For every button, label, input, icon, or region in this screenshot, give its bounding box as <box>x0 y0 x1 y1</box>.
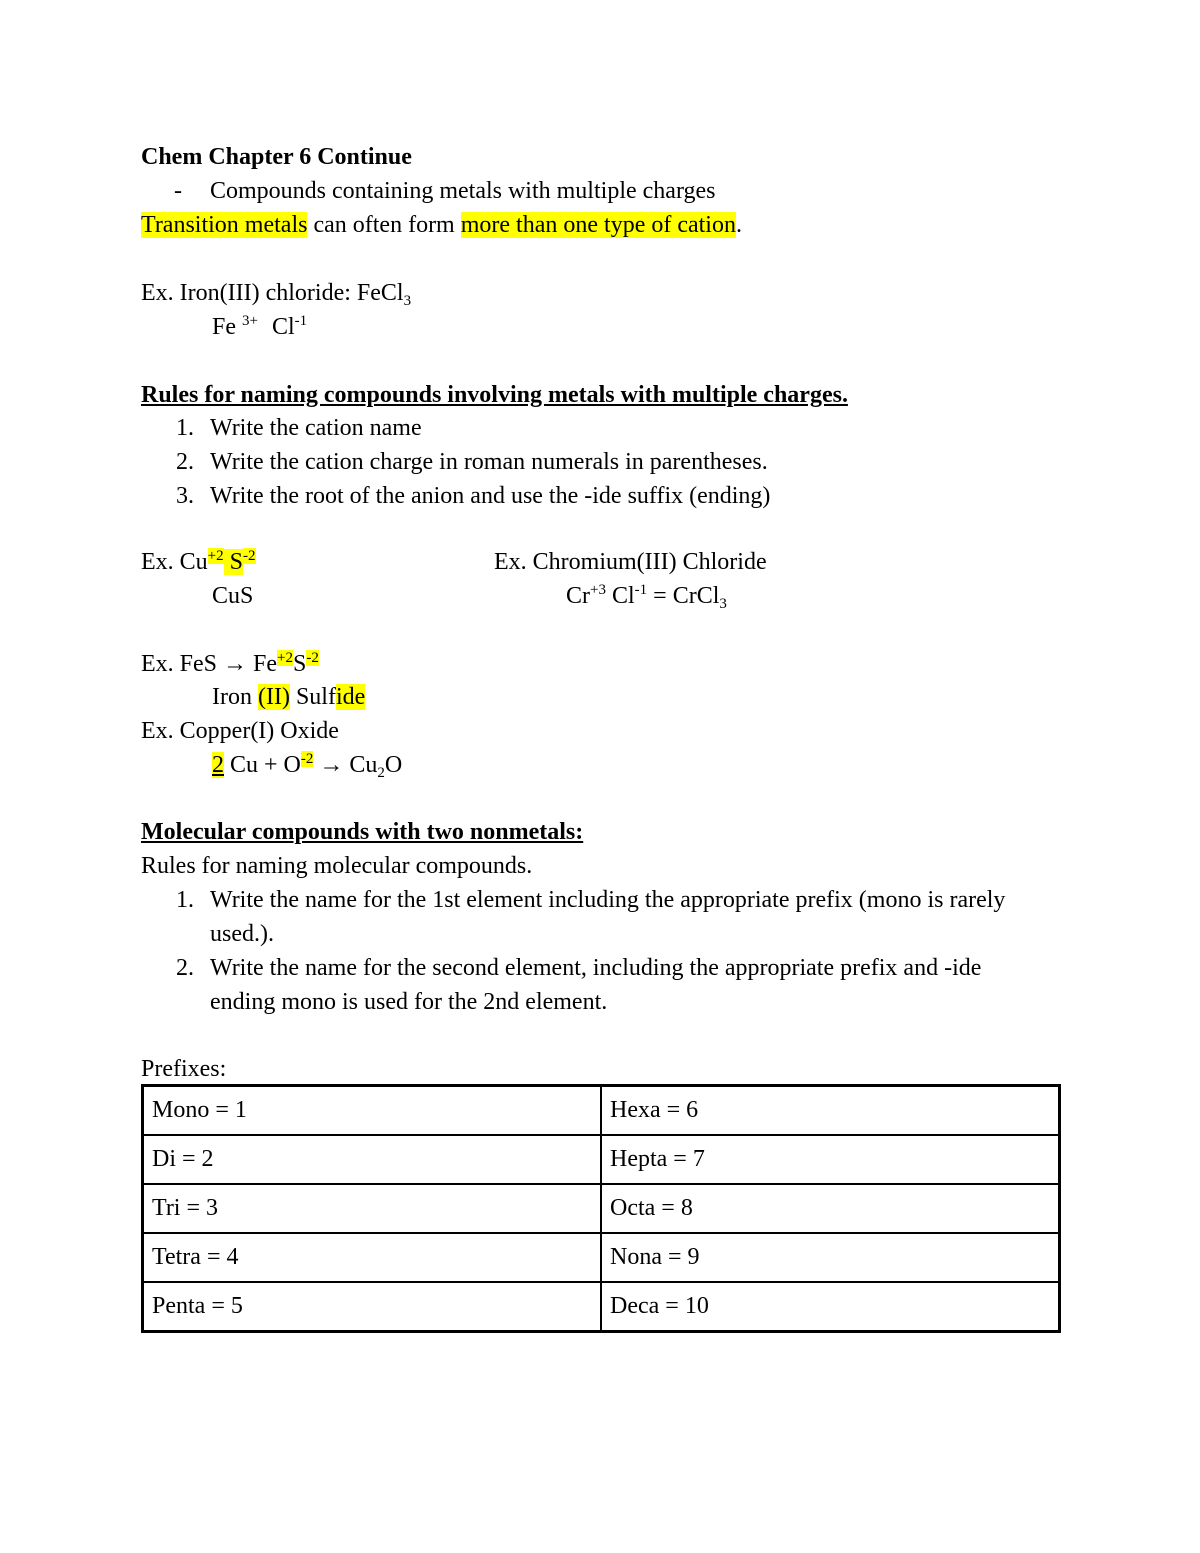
table-row <box>143 1086 1060 1136</box>
example-text: Ex. FeS → Fe <box>141 651 278 677</box>
example-text: Ex. Iron(III) chloride: FeCl <box>141 280 404 306</box>
bullet-text: Compounds containing metals with multiple charges <box>210 178 716 204</box>
rule-item <box>176 481 770 511</box>
prefix-table <box>141 1084 1061 1333</box>
rules-heading: Rules for naming compounds involving metals with multiple charges. <box>141 382 848 408</box>
intro-text: can often form <box>307 212 461 238</box>
mol-rule-item <box>176 953 981 983</box>
table-cell: Nona = 9 <box>601 1233 1060 1282</box>
charge-superscript: -1 <box>634 582 648 598</box>
highlight-cation-types: more than one type of cation <box>460 212 736 238</box>
ion-s: S <box>223 549 243 575</box>
page-title: Chem Chapter 6 Continue <box>141 144 412 170</box>
molecular-intro: Rules for naming molecular compounds. <box>141 853 533 879</box>
example-text: Ex. Cu <box>141 549 208 575</box>
charge-superscript: -1 <box>294 313 308 329</box>
formula-result: = CrCl <box>647 583 720 609</box>
example-cus-result: CuS <box>212 583 254 609</box>
table-row <box>143 1184 1060 1233</box>
highlight-roman-numeral: (II) <box>257 684 290 710</box>
charge-superscript: +2 <box>277 650 293 666</box>
rule-text: Write the name for the second element, including the appropriate prefix and -ide <box>210 955 982 981</box>
charge-superscript: 3+ <box>242 313 258 329</box>
ion-cr: Cr <box>566 583 590 609</box>
table-cell: Di = 2 <box>143 1135 602 1184</box>
ion-fe: Fe <box>212 314 242 340</box>
rule-number: 2. <box>176 449 194 475</box>
highlight-suffix: ide <box>335 684 366 710</box>
example-cus <box>141 547 256 577</box>
table-row <box>143 1282 1060 1332</box>
subscript: 2 <box>377 765 385 781</box>
intro-period: . <box>735 212 742 238</box>
rule-number: 2. <box>176 955 194 981</box>
equation-arrow: → Cu <box>313 752 378 778</box>
charge-superscript: -2 <box>243 548 256 564</box>
table-row <box>143 1233 1060 1282</box>
example-iron-ions <box>212 312 307 342</box>
rule-number: 1. <box>176 415 194 441</box>
table-cell: Hepta = 7 <box>601 1135 1060 1184</box>
table-cell: Tetra = 4 <box>143 1233 602 1282</box>
name-text: Sulf <box>289 684 336 710</box>
table-cell: Deca = 10 <box>601 1282 1060 1332</box>
rule-item <box>176 413 422 443</box>
prefixes-label: Prefixes: <box>141 1056 227 1082</box>
charge-superscript: -2 <box>300 751 314 767</box>
ion-cl: Cl <box>605 583 635 609</box>
charge-superscript: +2 <box>207 548 224 564</box>
highlight-coefficient: 2 <box>212 752 224 778</box>
rule-text: Write the cation name <box>210 415 422 441</box>
mol-rule-continuation: ending mono is used for the 2nd element. <box>210 989 608 1015</box>
subscript: 3 <box>403 293 412 309</box>
example-fes <box>141 649 319 679</box>
bullet-item <box>174 176 716 206</box>
rule-text: Write the cation charge in roman numerals in parentheses. <box>210 449 768 475</box>
molecular-heading: Molecular compounds with two nonmetals: <box>141 819 584 845</box>
table-cell: Tri = 3 <box>143 1184 602 1233</box>
table-cell: Hexa = 6 <box>601 1086 1060 1136</box>
subscript: 3 <box>719 596 727 612</box>
table-cell: Penta = 5 <box>143 1282 602 1332</box>
rule-text: Write the root of the anion and use the -ide suffix (ending) <box>210 483 771 509</box>
highlight-transition-metals: Transition metals <box>141 212 308 238</box>
example-chromium-formula <box>566 581 727 611</box>
mol-rule-continuation: used.). <box>210 921 274 947</box>
rule-number: 3. <box>176 483 194 509</box>
equation-text: Cu + O <box>224 752 301 778</box>
mol-rule-item <box>176 885 1005 915</box>
intro-line <box>141 210 742 240</box>
example-copper-oxide: Ex. Copper(I) Oxide <box>141 718 339 744</box>
charge-superscript: -2 <box>306 650 319 666</box>
rule-number: 1. <box>176 887 194 913</box>
example-copper-oxide-equation <box>212 750 402 780</box>
bullet-marker: - <box>174 178 182 204</box>
table-cell: Mono = 1 <box>143 1086 602 1136</box>
table-cell: Octa = 8 <box>601 1184 1060 1233</box>
ion-cl: Cl <box>271 314 295 340</box>
ion-s: S <box>292 651 307 677</box>
rule-text: Write the name for the 1st element including the appropriate prefix (mono is rarely <box>210 887 1006 913</box>
equation-text: O <box>384 752 403 778</box>
example-fes-name <box>212 682 365 712</box>
name-text: Iron <box>212 684 258 710</box>
charge-superscript: +3 <box>590 582 606 598</box>
example-iron-chloride <box>141 278 411 308</box>
rule-item <box>176 447 768 477</box>
table-row <box>143 1135 1060 1184</box>
example-chromium: Ex. Chromium(III) Chloride <box>494 549 767 575</box>
